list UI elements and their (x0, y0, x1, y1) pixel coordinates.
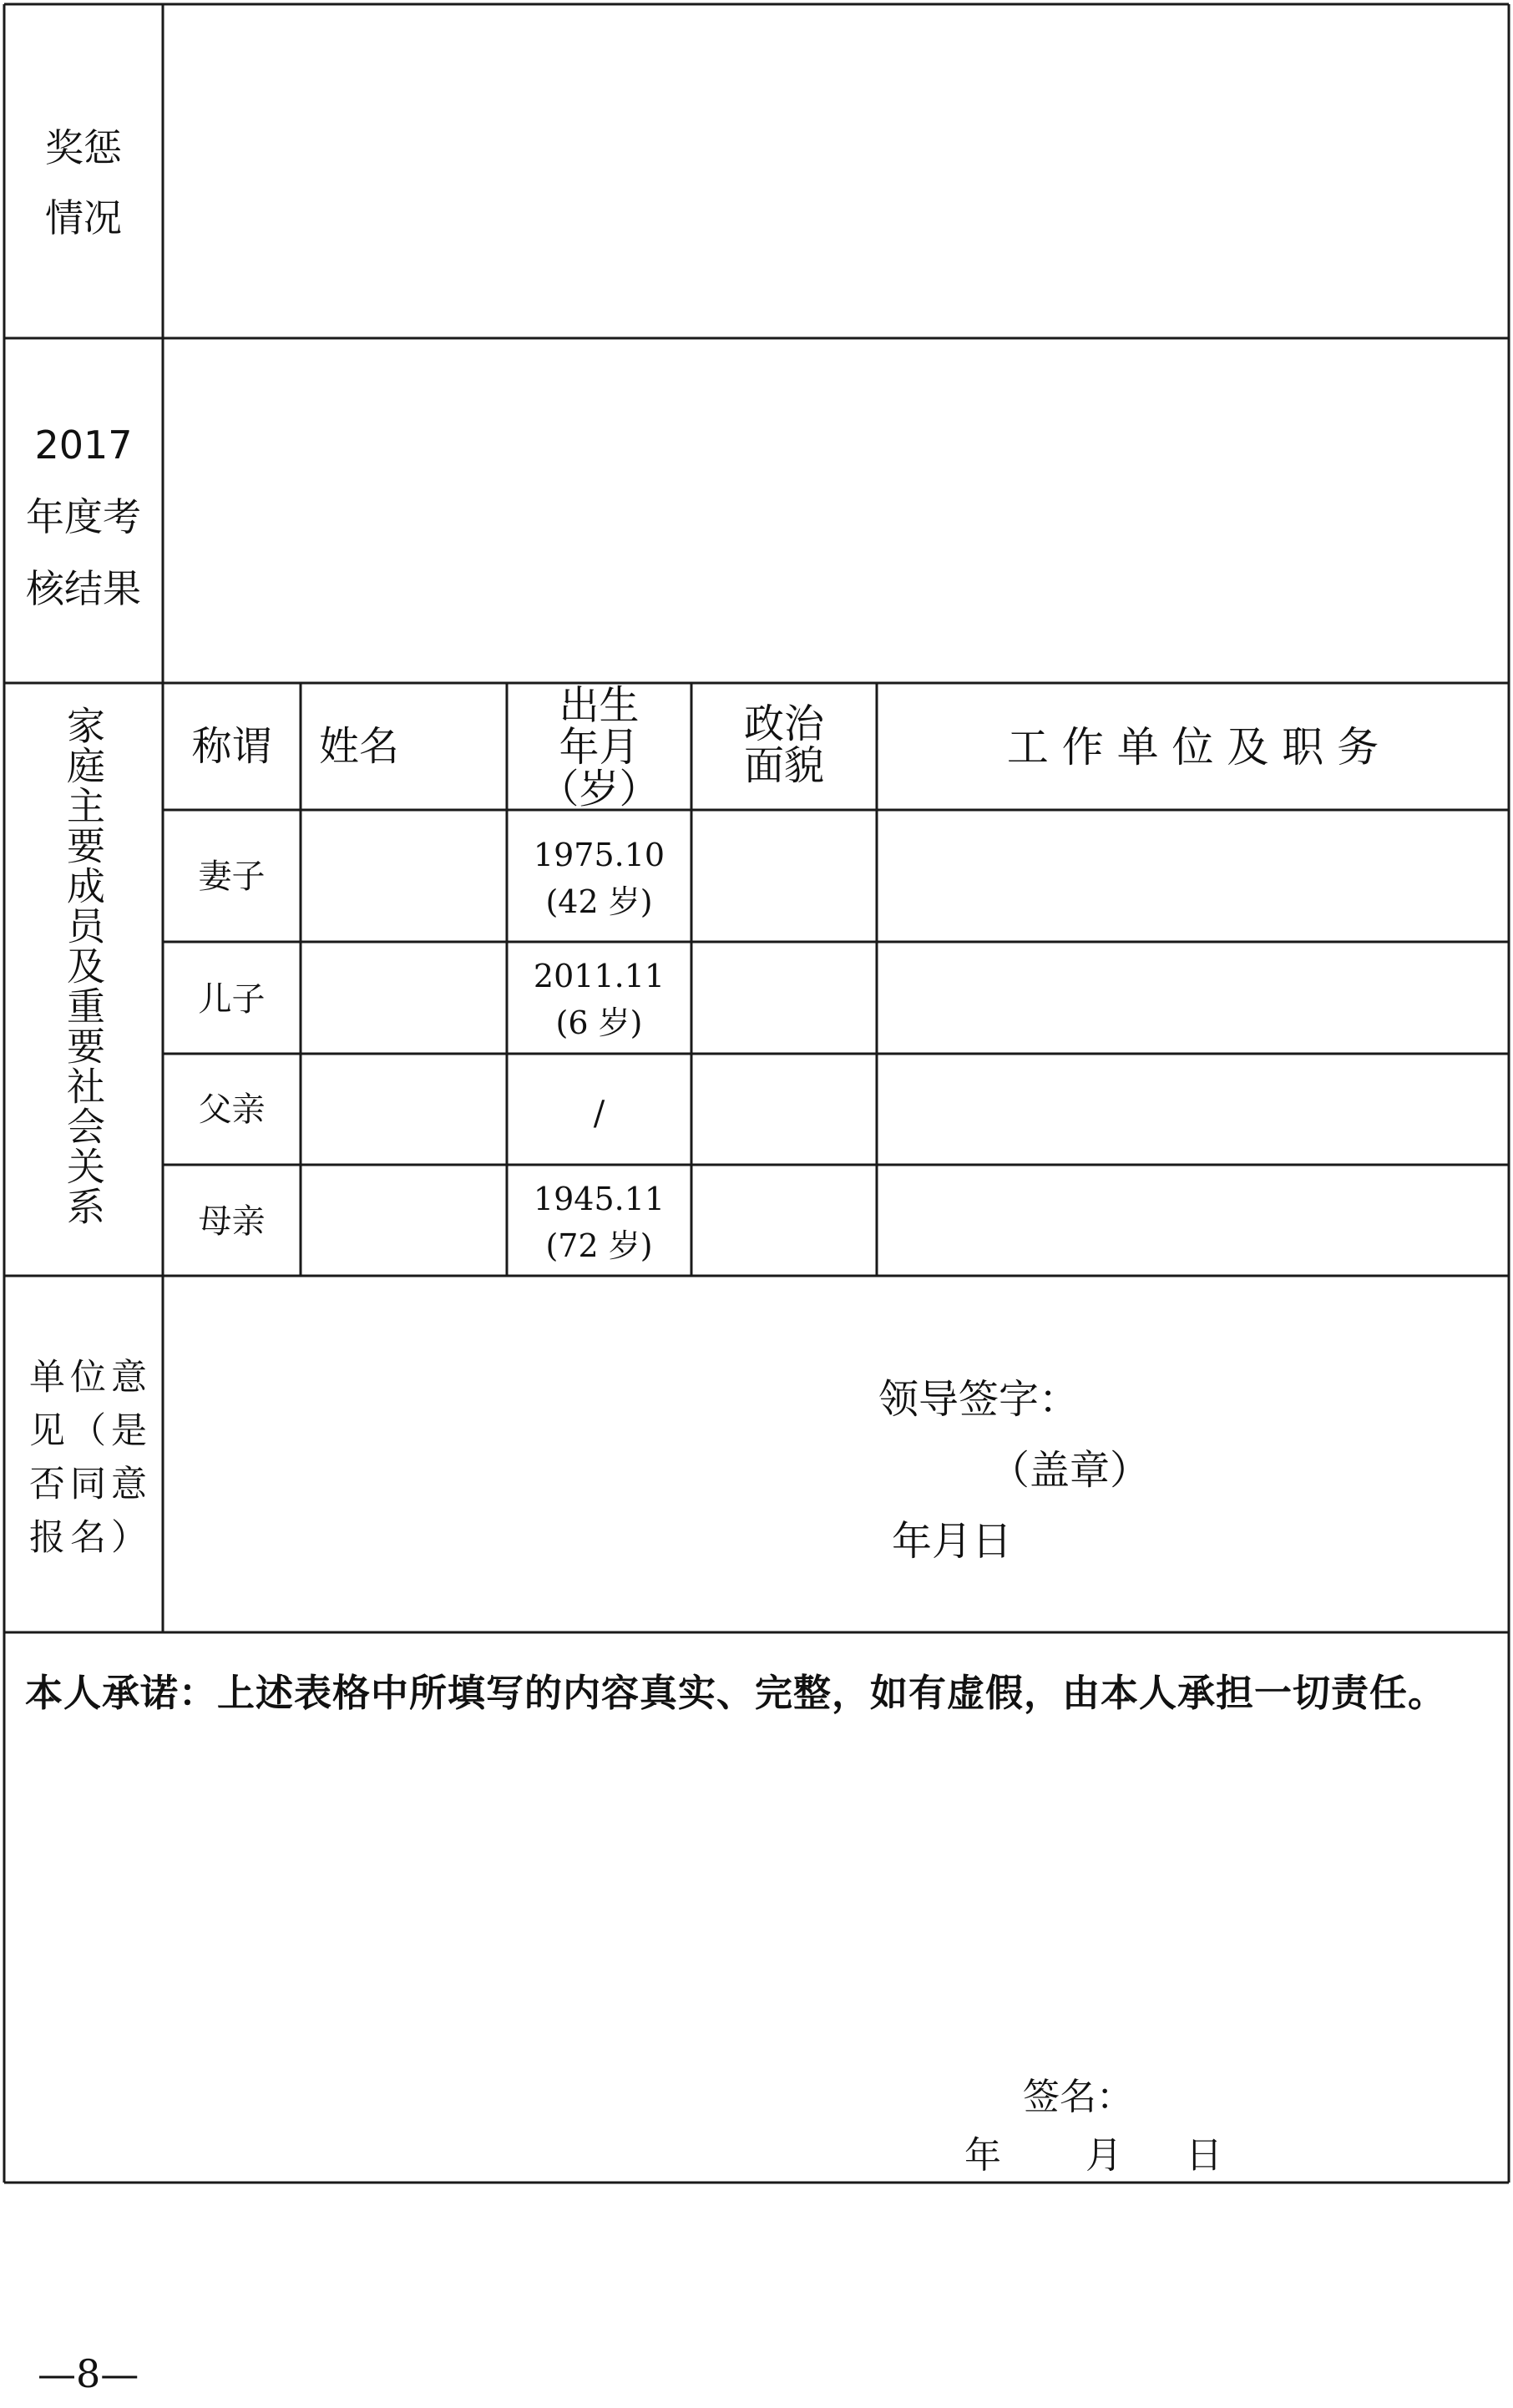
family-section-label: 家庭主要成员及重要社会关系 (61, 706, 106, 1227)
awards-content[interactable] (167, 8, 1503, 334)
row-2-relation: 儿子 (198, 980, 266, 1019)
row-3-name[interactable] (305, 1059, 503, 1159)
awards-label: 奖惩 情况 (45, 125, 122, 240)
row-1-birth: 1975.10 (42 岁) (533, 837, 665, 920)
appraisal-label: 2017 年度考 核结果 (26, 422, 141, 611)
header-birth: 出生 年月 （岁） (539, 682, 660, 812)
row-3-work[interactable] (881, 1059, 1503, 1159)
row-4-relation: 母亲 (198, 1202, 266, 1241)
row-1-name[interactable] (305, 818, 503, 935)
row-2-political[interactable] (696, 948, 873, 1048)
header-name: 姓名 (319, 723, 400, 770)
row-4-name[interactable] (305, 1169, 503, 1271)
pledge-date-month: 月 (1085, 2134, 1122, 2177)
unit-opinion-label: 单位意 见（是 否同意 报名） (29, 1357, 152, 1559)
pledge-signature-label: 签名： (1023, 2076, 1133, 2118)
row-1-work[interactable] (881, 818, 1503, 935)
unit-opinion-date: 年月日 (892, 1518, 1013, 1565)
header-political: 政治 面貌 (743, 701, 824, 789)
row-3-birth: / (593, 1095, 605, 1133)
leader-signature-label: 领导签字： (878, 1376, 1080, 1423)
header-relation: 称谓 (191, 723, 272, 770)
row-2-name[interactable] (305, 948, 503, 1048)
row-1-political[interactable] (696, 818, 873, 935)
row-4-work[interactable] (881, 1169, 1503, 1271)
row-1-relation: 妻子 (198, 857, 266, 896)
row-3-political[interactable] (696, 1059, 873, 1159)
row-2-work[interactable] (881, 948, 1503, 1048)
row-3-relation: 父亲 (198, 1090, 266, 1129)
appraisal-content[interactable] (167, 342, 1503, 679)
row-4-political[interactable] (696, 1169, 873, 1271)
header-work: 工 作 单 位 及 职 务 (1006, 723, 1379, 771)
pledge-text: 本人承诺：上述表格中所填写的内容真实、完整，如有虚假，由本人承担一切责任。 (25, 1671, 1447, 1715)
pledge-date-year: 年 (964, 2134, 1001, 2177)
row-2-birth: 2011.11 (6 岁) (533, 958, 665, 1041)
seal-label: （盖章） (989, 1447, 1151, 1494)
row-4-birth: 1945.11 (72 岁) (533, 1181, 665, 1264)
page-number: —8— (38, 2351, 139, 2396)
pledge-date-day: 日 (1186, 2134, 1222, 2177)
